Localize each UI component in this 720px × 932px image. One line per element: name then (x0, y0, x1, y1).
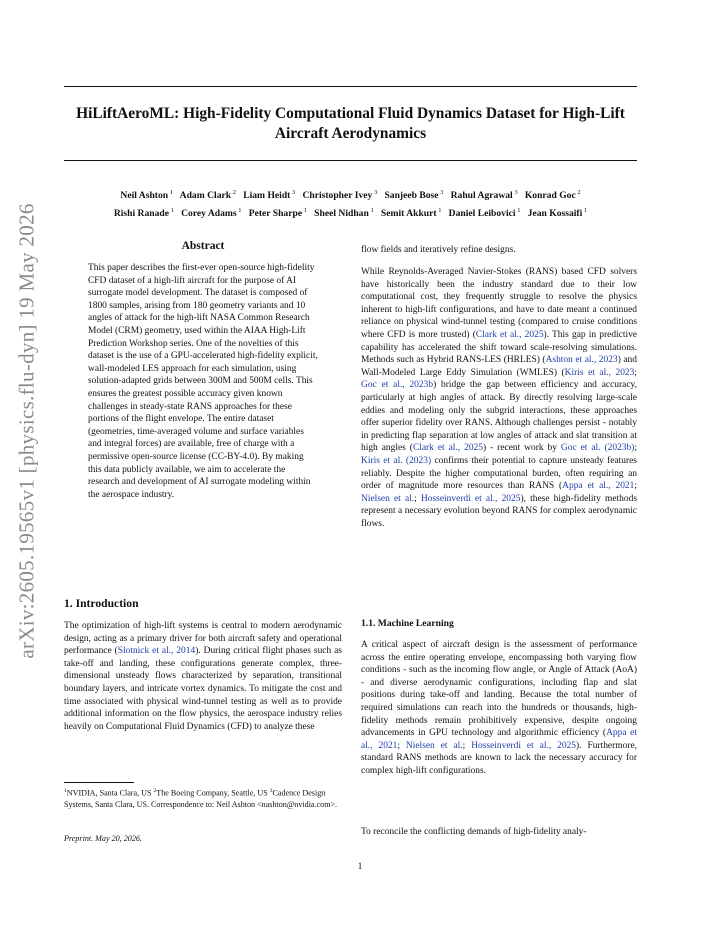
author-name: Peter Sharpe $^1$ (248, 207, 307, 220)
author-affiliation-marker: 2 (231, 189, 236, 196)
author-line-2 (64, 203, 637, 221)
citation-link[interactable]: Nielsen et al. (361, 493, 415, 504)
citation-link[interactable]: Clark et al., 2025 (412, 443, 483, 454)
author-affiliation-marker: 3 (372, 189, 378, 196)
author-affiliation-marker: 1 (302, 207, 307, 215)
citation-link[interactable]: Goc et al. (2023b) (560, 443, 635, 454)
citation-link[interactable]: Kiris et al. (2023) (361, 455, 432, 466)
author-affiliation-marker: 3 (512, 189, 518, 196)
author-name: Semit Akkurt $^1$ (380, 207, 442, 220)
author-name: Liam Heidt $^3$ (243, 189, 296, 202)
citation-link[interactable]: Clark et al., 2025 (475, 329, 544, 340)
title-rule-top (64, 86, 637, 87)
author-affiliation-marker: 1 (168, 189, 173, 196)
intro-paragraph-2: While Reynolds-Averaged Navier-Stokes (RANS) based CFD solvers have historically been the industry standard due to their low computational cost, they frequently struggle to resolve the physics inherent to high-lift configurations, and have to date meant a continued reliance on physical wind-tunnel testing (compared to cruise conditions where CFD is more trusted) (Clark et al., 2025). This gap in predictive capability has accelerated the shift toward scale-resolving simulations. Methods such as Hybrid RANS-LES (HRLES) (Ashton et al., 2023) and Wall-Modeled Large Eddy Simulation (WMLES) (Kiris et al., 2023; Goc et al., 2023b) bridge the gap between efficiency and accuracy, particularly at high angles of attack. By directly resolving large-scale eddies and modeling only the subgrid interactions, these approaches offer superior fidelity over RANS. Although challenges persist - notably in predicting flap separation at low angles of attack and slat transition at high angles (Clark et al., 2025) - recent work by Goc et al. (2023b); Kiris et al. (2023) confirms their potential to capture unsteady features reliably. Despite the higher computational burden, often requiring an order of magnitude more resources than RANS (Appa et al., 2021; Nielsen et al.; Hosseinverdi et al., 2025), these high-fidelity methods represent a necessary evolution beyond RANS for complex aerodynamic flows. (361, 267, 637, 529)
author-name: Sheel Nidhan $^1$ (314, 207, 374, 220)
author-affiliation-marker: 3 (438, 189, 444, 196)
machine-learning-paragraph: A critical aspect of aircraft design is the assessment of performance across the entire operating envelope, encompassing both varying flow conditions - such as the incoming flow angle, or Angle of Attack (AoA) - and diverse aerodynamic configurations, including flap and slat positions during take-off and landing. Because the total number of required simulations can reach into the hundreds or thousands, high-fidelity methods remain prohibitively expensive, despite ongoing advancements in GPU technology and algorithmic efficiency (Appa et al., 2021; Nielsen et al.; Hosseinverdi et al., 2025). Furthermore, standard RANS methods are known to lack the necessary accuracy for complex high-lift configurations. (361, 640, 638, 776)
author-affiliation-marker: 1 (436, 207, 442, 215)
paper-title: HiLiftAeroML: High-Fidelity Computational Fluid Dynamics Dataset for High-Lift Aircraft Aerodynamics (76, 105, 625, 142)
author-affiliation-marker: 1 (515, 207, 521, 215)
citation-link[interactable]: Nielsen et al. (405, 740, 463, 751)
author-name: Konrad Goc $^2$ (524, 189, 581, 202)
affiliation-footnote: $^1$NVIDIA, Santa Clara, US $^2$The Boeing Company, Seattle, US $^3$Cadence Design Systems, Santa Clara, US. Correspondence to: Neil Ashton <nashton@nvidia.com>. (64, 788, 338, 809)
author-name: Sanjeeb Bose $^3$ (384, 189, 444, 202)
intro-paragraph-1-continued: flow fields and iteratively refine designs. (361, 245, 516, 255)
author-affiliation-marker: 2 (575, 189, 581, 196)
author-line-1 (64, 185, 637, 203)
author-affiliation-marker: 3 (290, 189, 296, 196)
machine-learning-paragraph-2: To reconcile the conflicting demands of high-fidelity analy- (361, 827, 587, 837)
author-name: Christopher Ivey $^3$ (302, 189, 378, 202)
author-affiliation-marker: 1 (236, 207, 242, 215)
author-name: Corey Adams $^1$ (181, 207, 242, 220)
author-name: Rishi Ranade $^1$ (113, 207, 174, 220)
footnote-rule (64, 782, 134, 783)
preprint-date: Preprint. May 20, 2026. (64, 834, 142, 843)
author-list (64, 185, 637, 221)
author-name: Jean Kossaifi $^1$ (527, 207, 588, 220)
page-number: 1 (357, 862, 363, 872)
citation-link[interactable]: Hosseinverdi et al., 2025 (420, 493, 521, 504)
citation-link[interactable]: Goc et al., 2023b (361, 380, 434, 391)
citation-link[interactable]: Kiris et al., 2023 (564, 367, 635, 378)
citation-link[interactable]: Ashton et al., 2023 (545, 355, 618, 366)
author-affiliation-marker: 1 (368, 207, 374, 215)
abstract-heading: Abstract (181, 240, 225, 252)
citation-link[interactable]: Appa et al., 2021 (361, 728, 637, 751)
citation-link[interactable]: Hosseinverdi et al., 2025 (471, 740, 577, 751)
citation-link[interactable]: Slotnick et al., 2014 (117, 646, 196, 657)
arxiv-stamp-text: arXiv:2605.19565v1 [physics.flu-dyn] 19 May 2026 (14, 203, 39, 659)
author-name: Neil Ashton $^1$ (120, 189, 173, 202)
author-name: Adam Clark $^2$ (179, 189, 236, 202)
arxiv-identifier-stamp (13, 203, 41, 659)
author-affiliation-marker: 1 (169, 207, 174, 215)
subsection-heading-machine-learning: 1.1. Machine Learning (361, 618, 454, 629)
section-heading-introduction: 1. Introduction (64, 597, 139, 610)
author-name: Daniel Leibovici $^1$ (448, 207, 521, 220)
intro-paragraph-1: The optimization of high-lift systems is central to modern aerodynamic design, acting as a primary driver for both aircraft safety and operational performance (Slotnick et al., 2014). During critical flight phases such as take-off and landing, these configurations generate complex, three-dimensional unsteady flows characterized by separation, transitional boundary layers, and intricate vortex dynamics. To mitigate the cost and time associated with physical wind-tunnel testing as well as to provide additional information on the flow physics, the aerospace industry relies heavily on Computational Fluid Dynamics (CFD) to analyze these (64, 621, 342, 732)
title-rule-bottom (64, 160, 637, 161)
author-affiliation-marker: 1 (582, 207, 588, 215)
abstract-body: This paper describes the first-ever open-source high-fidelity CFD dataset of a high-lift aircraft for the purpose of AI surrogate model development. The dataset is composed of 1800 samples, arising from 180 geometry variants and 10 angles of attack for the high-lift NASA Common Research Model (CRM) geometry, used within the AIAA High-Lift Prediction Workshop series. One of the novelties of this dataset is the use of a GPU-accelerated high-fidelity explicit, wall-modeled LES approach for each simulation, using solution-adapted grids between 300M and 500M cells. This ensures the greatest possible accuracy given known challenges in steady-state RANS approaches for these portions of the flight envelope. The entire dataset (geometries, time-averaged volume and surface variables and integral forces) are available, free of charge with a permissive open-source license (CC-BY-4.0). By making this data publicly available, we aim to accelerate the research and development of AI surrogate modeling within the aerospace industry. (88, 263, 318, 500)
citation-link[interactable]: Appa et al., 2021 (562, 481, 635, 492)
author-name: Rahul Agrawal $^3$ (450, 189, 518, 202)
